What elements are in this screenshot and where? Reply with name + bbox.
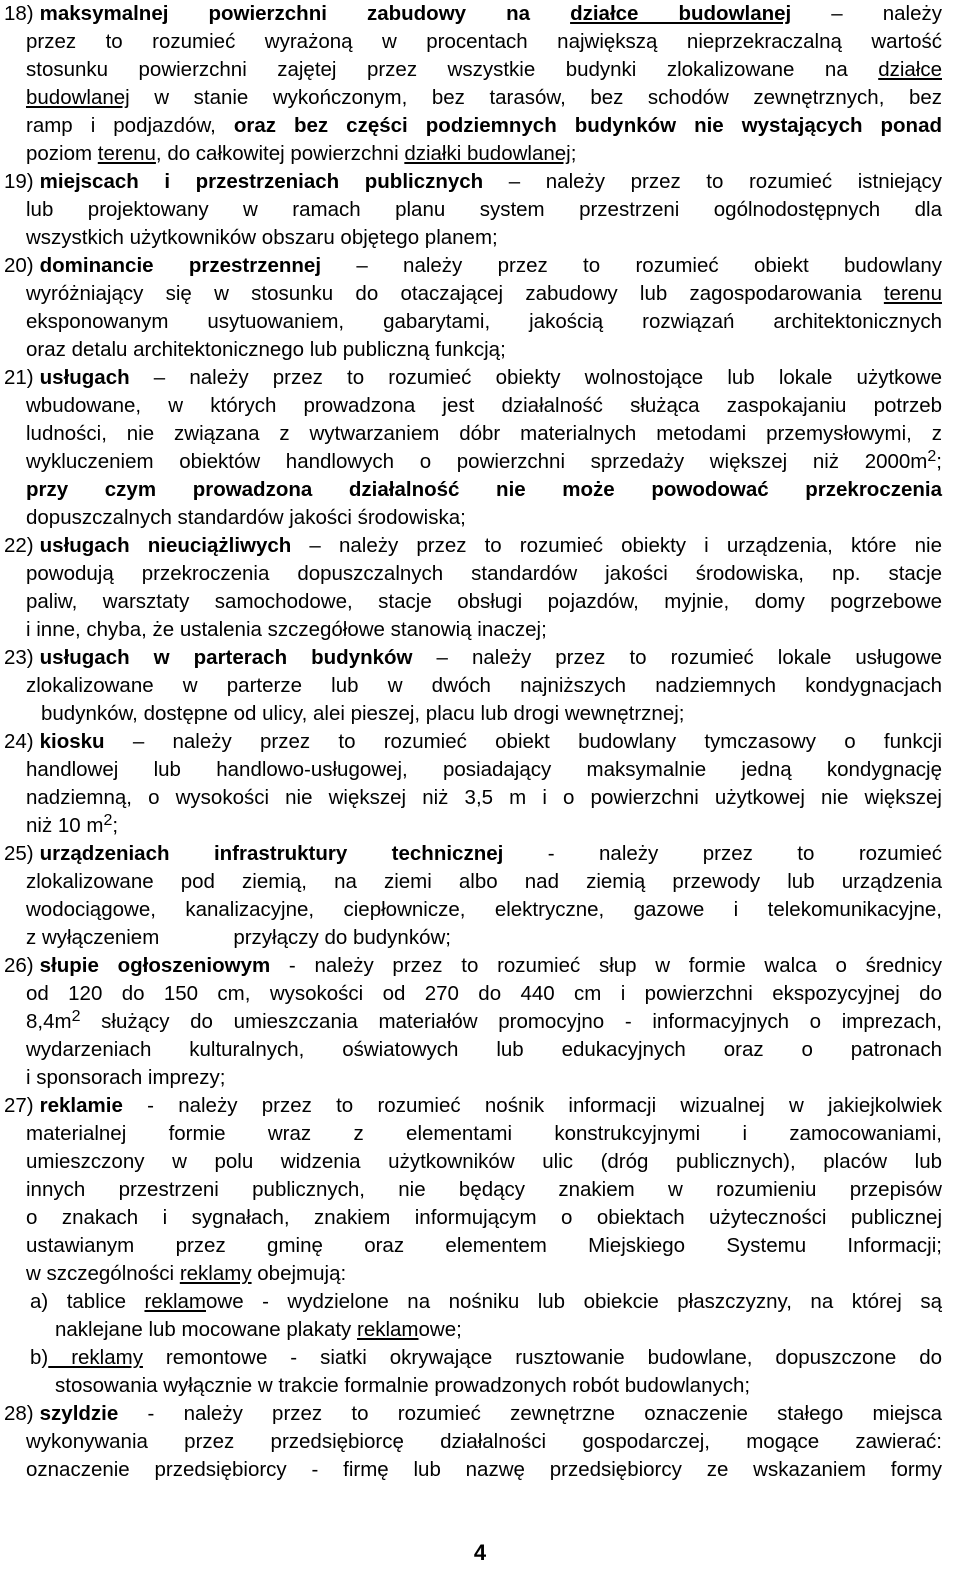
link: reklamy <box>179 1262 252 1285</box>
item-number: 27) <box>4 1094 34 1117</box>
line: 25) urządzeniach infrastruktury technicznej - należy przez to rozumieć <box>4 842 942 865</box>
line: powodują przekroczenia dopuszczalnych standardów jakości środowiska, np. stacje <box>26 562 942 585</box>
line: i inne, chyba, że ustalenia szczegółowe stanowią inaczej; <box>26 618 547 641</box>
line: materialnej formie wraz z elementami konstrukcyjnymi i zamocowaniami, <box>26 1122 942 1145</box>
link: reklam <box>357 1318 419 1341</box>
line: zlokalizowane w parterze lub w dwóch najniższych nadziemnych kondygnacjach <box>26 674 942 697</box>
line: wykonywania przez przedsiębiorcę działalności gospodarczej, mogące zawierać: <box>26 1430 942 1453</box>
line: od 120 do 150 cm, wysokości od 270 do 440 cm i powierzchni ekspozycyjnej do <box>26 982 942 1005</box>
link: terenu <box>97 142 156 165</box>
item-number: 19) <box>4 170 34 193</box>
page-number: 4 <box>473 1540 487 1565</box>
line: w szczególności reklamy obejmują: <box>26 1262 347 1285</box>
line: 22) usługach nieuciążliwych – należy przez to rozumieć obiekty i urządzenia, które nie <box>4 534 942 557</box>
term: miejscach i przestrzeniach publicznych <box>39 170 484 193</box>
line: dopuszczalnych standardów jakości środowiska; <box>26 506 466 529</box>
line: z wyłączeniem przyłączy do budynków; <box>26 926 451 949</box>
item-number: 28) <box>4 1402 34 1425</box>
line: niż 10 $m^2$; <box>26 812 119 837</box>
line: 26) słupie ogłoszeniowym - należy przez to rozumieć słup w formie walca o średnicy <box>4 954 942 977</box>
link: reklamy <box>48 1346 143 1369</box>
term: reklamie <box>39 1094 123 1117</box>
term: dominancie przestrzennej <box>39 254 322 277</box>
line: paliw, warsztaty samochodowe, stacje obsługi pojazdów, myjnie, domy pogrzebowe <box>26 590 942 613</box>
link: działki budowlanej <box>404 142 571 165</box>
line: innych przestrzeni publicznych, nie będący znakiem w rozumieniu przepisów <box>26 1178 942 1201</box>
line: i sponsorach imprezy; <box>26 1066 226 1089</box>
line: wyróżniający się w stosunku do otaczającej zabudowy lub zagospodarowania terenu <box>26 282 942 305</box>
term: usługach <box>39 366 130 389</box>
line: 28) szyldzie - należy przez to rozumieć zewnętrzne oznaczenie stałego miejsca <box>4 1402 942 1425</box>
item-number: 24) <box>4 730 34 753</box>
term: usługach nieuciążliwych <box>39 534 292 557</box>
item-number: 23) <box>4 646 34 669</box>
line: 19) miejscach i przestrzeniach publicznych – należy przez to rozumieć istniejący <box>4 170 943 193</box>
term: usługach w parterach budynków <box>39 646 413 669</box>
line: poziom terenu, do całkowitej powierzchni działki budowlanej; <box>26 142 577 165</box>
line: zlokalizowane pod ziemią, na ziemi albo nad ziemią przewody lub urządzenia <box>26 870 942 893</box>
line: ramp i podjazdów, oraz bez części podziemnych budynków nie wystających ponad <box>26 114 942 137</box>
line: wszystkich użytkowników obszaru objętego planem; <box>26 226 498 249</box>
item-number: 26) <box>4 954 34 977</box>
line: 24) kiosku – należy przez to rozumieć obiekt budowlany tymczasowy o funkcji <box>4 730 942 753</box>
line: wydarzeniach kulturalnych, oświatowych lub edukacyjnych oraz o patronach <box>26 1038 942 1061</box>
line: 23) usługach w parterach budynków – należy przez to rozumieć lokale usługowe <box>4 646 943 669</box>
line: lub projektowany w ramach planu system przestrzeni ogólnodostępnych dla <box>26 198 942 221</box>
line: wodociągowe, kanalizacyjne, ciepłownicze, elektryczne, gazowe i telekomunikacyjne, <box>26 898 942 921</box>
line: ludności, nie związana z wytwarzaniem dóbr materialnych metodami przemysłowymi, z <box>26 422 942 445</box>
term-link: działce budowlanej <box>570 2 792 25</box>
item-number: 18) <box>4 2 34 25</box>
sub-item-a: a) tablice reklamowe - wydzielone na nośniku lub obiekcie płaszczyzny, na której są <box>30 1290 942 1313</box>
link: działce <box>878 58 942 81</box>
line: przez to rozumieć wyrażoną w procentach największą nieprzekraczalną wartość <box>26 30 942 53</box>
line: nadziemną, o wysokości nie większej niż 3,5 m i o powierzchni użytkowej nie większej <box>26 786 942 809</box>
line: wykluczeniem obiektów handlowych o powierzchni sprzedaży większej niż $2000m^2$; <box>26 448 942 473</box>
line: przy czym prowadzona działalność nie może powodować przekroczenia <box>26 478 942 501</box>
item-number: 20) <box>4 254 34 277</box>
line: 21) usługach – należy przez to rozumieć obiekty wolnostojące lub lokale użytkowe <box>4 366 942 389</box>
line: ustawianym przez gminę oraz elementem Miejskiego Systemu Informacji; <box>26 1234 942 1257</box>
line: umieszczony w polu widzenia użytkowników ulic (dróg publicznych), placów lub <box>26 1150 942 1173</box>
item-number: 22) <box>4 534 34 557</box>
line: $8,4m^2$ służący do umieszczania materiałów promocyjno - informacyjnych o imprezach, <box>26 1008 942 1033</box>
line: 20) dominancie przestrzennej – należy przez to rozumieć obiekt budowlany <box>4 254 942 277</box>
item-number: 25) <box>4 842 34 865</box>
line: naklejane lub mocowane plakaty reklamowe; <box>55 1318 462 1341</box>
term: słupie ogłoszeniowym <box>39 954 271 977</box>
line: 18) maksymalnej powierzchni zabudowy na działce budowlanej – należy <box>4 2 943 25</box>
line: o znakach i sygnałach, znakiem informującym o obiektach użyteczności publicznej <box>26 1206 942 1229</box>
link: budowlanej <box>26 86 130 109</box>
line: budowlanej w stanie wykończonym, bez tarasów, bez schodów zewnętrznych, bez <box>26 86 942 109</box>
line: stosunku powierzchni zajętej przez wszystkie budynki zlokalizowane na działce <box>26 58 942 81</box>
term: szyldzie <box>39 1402 119 1425</box>
line: 27) reklamie - należy przez to rozumieć nośnik informacji wizualnej w jakiejkolwiek <box>4 1094 942 1117</box>
line: stosowania wyłącznie w trakcie formalnie prowadzonych robót budowlanych; <box>55 1374 751 1397</box>
line: eksponowanym usytuowaniem, gabarytami, jakością rozwiązań architektonicznych <box>26 310 942 333</box>
term: kiosku <box>39 730 105 753</box>
term: maksymalnej powierzchni zabudowy na <box>39 2 571 25</box>
sub-item-b: b) reklamy remontowe - siatki okrywające rusztowanie budowlane, dopuszczone do <box>30 1346 942 1369</box>
line: budynków, dostępne od ulicy, alei pieszej, placu lub drogi wewnętrznej; <box>41 702 685 725</box>
line: oznaczenie przedsiębiorcy - firmę lub nazwę przedsiębiorcy ze wskazaniem formy <box>26 1458 942 1481</box>
item-number: 21) <box>4 366 34 389</box>
term: urządzeniach infrastruktury technicznej <box>39 842 504 865</box>
line: handlowej lub handlowo-usługowej, posiadający maksymalnie jedną kondygnację <box>26 758 942 781</box>
link: reklam <box>144 1290 206 1313</box>
line: oraz detalu architektonicznego lub publiczną funkcją; <box>26 338 506 361</box>
link: terenu <box>883 282 942 305</box>
line: wbudowane, w których prowadzona jest działalność służąca zaspokajaniu potrzeb <box>26 394 942 417</box>
